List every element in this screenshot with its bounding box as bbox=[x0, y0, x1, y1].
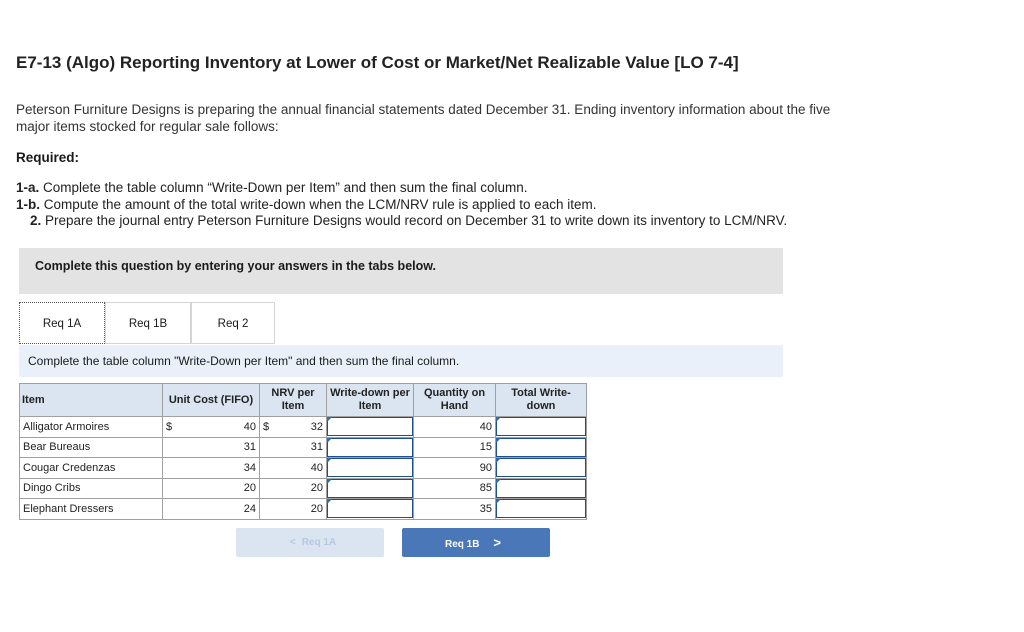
quantity-value: 35 bbox=[414, 499, 496, 520]
nrv-value: 31 bbox=[260, 437, 327, 458]
tab-req-2[interactable]: Req 2 bbox=[191, 302, 275, 344]
nrv-value: 20 bbox=[260, 499, 327, 520]
header-item: Item bbox=[20, 384, 163, 417]
currency-symbol: $ bbox=[263, 420, 270, 433]
input-marker-icon bbox=[496, 499, 501, 504]
problem-intro: Peterson Furniture Designs is preparing the annual financial statements dated December 31. Ending inventory information about the five major items stocked for regular sale follows: bbox=[16, 102, 831, 134]
unit-cost: 24 bbox=[163, 499, 260, 520]
total-writedown-input[interactable] bbox=[496, 458, 586, 477]
table-row bbox=[20, 478, 587, 499]
header-quantity: Quantity on Hand bbox=[414, 384, 496, 417]
header-writedown: Write-down per Item bbox=[327, 384, 414, 417]
total-writedown-input[interactable] bbox=[496, 499, 586, 518]
instruction-banner: Complete this question by entering your answers in the tabs below. bbox=[19, 248, 783, 294]
nrv-value: 20 bbox=[260, 478, 327, 499]
quantity-value: 15 bbox=[414, 437, 496, 458]
tab-req-1a[interactable]: Req 1A bbox=[19, 302, 105, 344]
currency-symbol: $ bbox=[166, 420, 173, 433]
unit-cost: 31 bbox=[163, 437, 260, 458]
nrv-value: 32 bbox=[310, 420, 323, 433]
writedown-input[interactable] bbox=[327, 479, 413, 498]
writedown-input[interactable] bbox=[327, 438, 413, 457]
quantity-value: 40 bbox=[414, 417, 496, 438]
table-row bbox=[20, 437, 587, 458]
requirements-list bbox=[16, 180, 787, 230]
input-marker-icon bbox=[496, 458, 501, 463]
next-req-1b-button[interactable] bbox=[402, 528, 550, 557]
item-name: Bear Bureaus bbox=[20, 437, 163, 458]
tab-instruction: Complete the table column "Write-Down per Item" and then sum the final column. bbox=[19, 345, 783, 377]
page-title: E7-13 (Algo) Reporting Inventory at Lower of Cost or Market/Net Realizable Value [LO 7-4] bbox=[16, 53, 739, 72]
header-nrv: NRV per Item bbox=[260, 384, 327, 417]
input-marker-icon bbox=[327, 479, 332, 484]
input-marker-icon bbox=[327, 417, 332, 422]
writedown-input[interactable] bbox=[327, 417, 413, 436]
input-marker-icon bbox=[327, 499, 332, 504]
item-name: Alligator Armoires bbox=[20, 417, 163, 438]
quantity-value: 90 bbox=[414, 458, 496, 479]
input-marker-icon bbox=[327, 458, 332, 463]
tab-req-1b[interactable]: Req 1B bbox=[105, 302, 191, 344]
table-header-row bbox=[20, 384, 587, 417]
quantity-value: 85 bbox=[414, 478, 496, 499]
writedown-input[interactable] bbox=[327, 499, 413, 518]
next-button-label: Req 1B bbox=[444, 539, 480, 550]
prev-button-label: Req 1A bbox=[301, 537, 337, 548]
table-row bbox=[20, 499, 587, 520]
prev-req-1a-button[interactable] bbox=[236, 528, 384, 557]
input-marker-icon bbox=[496, 479, 501, 484]
inventory-table bbox=[19, 383, 587, 520]
item-name: Dingo Cribs bbox=[20, 478, 163, 499]
input-marker-icon bbox=[496, 417, 501, 422]
unit-cost: 20 bbox=[163, 478, 260, 499]
total-writedown-input[interactable] bbox=[496, 417, 586, 436]
total-writedown-input[interactable] bbox=[496, 438, 586, 457]
header-unit-cost: Unit Cost (FIFO) bbox=[163, 384, 260, 417]
table-row bbox=[20, 417, 587, 438]
requirement-2: 2. Prepare the journal entry Peterson Furniture Designs would record on December 31 to write down its inventory to LCM/NRV. bbox=[30, 213, 788, 228]
requirement-1a: 1-a. Complete the table column “Write-Down per Item” and then sum the final column. bbox=[16, 180, 528, 195]
header-total-writedown: Total Write-down bbox=[496, 384, 587, 417]
nrv-value: 40 bbox=[260, 458, 327, 479]
table-row bbox=[20, 458, 587, 479]
chevron-left-icon: < bbox=[289, 537, 296, 548]
unit-cost: 40 bbox=[243, 420, 256, 433]
chevron-right-icon: > bbox=[493, 535, 502, 550]
unit-cost: 34 bbox=[163, 458, 260, 479]
item-name: Cougar Credenzas bbox=[20, 458, 163, 479]
writedown-input[interactable] bbox=[327, 458, 413, 477]
input-marker-icon bbox=[327, 438, 332, 443]
item-name: Elephant Dressers bbox=[20, 499, 163, 520]
total-writedown-input[interactable] bbox=[496, 479, 586, 498]
required-label: Required: bbox=[16, 150, 80, 165]
requirement-1b: 1-b. Compute the amount of the total write-down when the LCM/NRV rule is applied to each item. bbox=[16, 196, 597, 212]
input-marker-icon bbox=[496, 438, 501, 443]
